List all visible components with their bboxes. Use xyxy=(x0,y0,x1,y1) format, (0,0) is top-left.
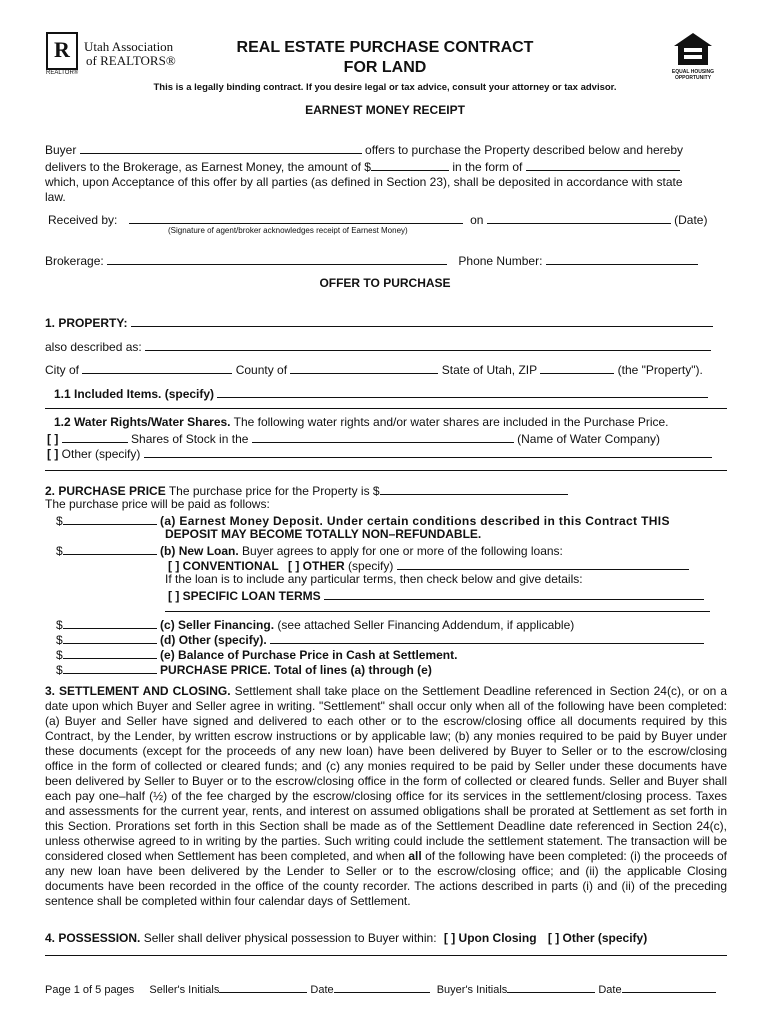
included-items-field[interactable] xyxy=(217,385,708,398)
paid-as-text: The purchase price will be paid as follows: xyxy=(45,497,270,511)
conventional-checkbox[interactable]: [ ] CONVENTIONAL xyxy=(168,559,279,573)
possession-row xyxy=(45,931,647,945)
balance-label: (e) Balance of Purchase Price in Cash at Settlement. xyxy=(160,648,458,662)
property-row xyxy=(45,314,713,330)
buyer-name-field[interactable] xyxy=(80,141,362,154)
included-items-label: 1.1 Included Items. (specify) xyxy=(54,387,215,401)
city-label: City of xyxy=(45,363,80,377)
signature-note: (Signature of agent/broker acknowledges receipt of Earnest Money) xyxy=(168,226,408,235)
county-label: County of xyxy=(235,363,288,377)
specific-terms-checkbox[interactable]: [ ] SPECIFIC LOAN TERMS xyxy=(168,589,321,603)
purchase-price-text: The purchase price for the Property is $ xyxy=(168,484,380,498)
offers-text: offers to purchase the Property described below and hereby xyxy=(365,143,684,157)
new-loan-row xyxy=(56,542,563,558)
other-price-label: (d) Other (specify). xyxy=(160,633,267,647)
seller-date-field[interactable] xyxy=(334,982,430,993)
state-zip-label: State of Utah, ZIP xyxy=(441,363,537,377)
settlement-text2: of the following have been completed: (i) the proceeds of any new loan have been delivered by the Lender to Seller or to the escrow/closing office; and (ii) the applicable Closing documents have been recorded in the office of the county recorder. The actions described in parts (i) and (ii) of the preceding sentence shall be completed within four calendar days of Settlement. xyxy=(45,849,727,908)
earnest-deposit-label: (a) Earnest Money Deposit. Under certain conditions described in this Contract THIS xyxy=(160,514,670,528)
other-water-checkbox[interactable]: [ ] xyxy=(47,447,59,461)
received-row xyxy=(48,211,707,227)
footer xyxy=(45,982,716,996)
other-loan-field[interactable] xyxy=(397,557,689,570)
possession-heading: 4. POSSESSION. xyxy=(45,931,141,945)
new-loan-text: Buyer agrees to apply for one or more of the following loans: xyxy=(242,544,563,558)
specific-terms-field[interactable] xyxy=(324,587,704,600)
seller-financing-label: (c) Seller Financing. xyxy=(160,618,275,632)
logo-realtor-mark: REALTOR® xyxy=(46,70,79,76)
upon-closing-checkbox[interactable]: [ ] Upon Closing xyxy=(443,931,537,945)
sellers-initials-field[interactable] xyxy=(219,982,307,993)
subtitle: This is a legally binding contract. If you desire legal or tax advice, consult your attorney or tax advisor. xyxy=(153,82,617,93)
settlement-text: Settlement shall take place on the Settlement Deadline referenced in Section 24(c), or on a date upon which Buyer and Seller agree in writing. "Settlement" shall occur only when all of the following have been completed: (a) Buyer and Seller have signed and delivered to each other or to the escrow/closing office all documents required by this Contract, by the Lender, by written escrow instructions or by applicable law; (b) any monies required to be paid by Buyer under these documents (except for the proceeds of any new loan) have been delivered by Buyer to Seller or to the escrow/closing office in the form of collected or cleared funds; and (c) any monies required to be paid by Seller under these documents have been delivered by Seller to Buyer or to the escrow/closing office in the form of collected or cleared funds. Seller and Buyer shall each pay one–half (½) of the fee charged by the escrow/closing office for its services in the settlement/closing process. Taxes and assessments for the current year, rents, and interest on assumed obligations shall be prorated at Settlement as set forth in this Section. Prorations set forth in this Section shall be made as of the Settlement Deadline date referenced in Section 24(c), unless otherwise agreed to in writing by the parties. Such writing could include the settlement statement. The transaction will be considered closed when Settlement has been completed, and when xyxy=(45,684,727,863)
page-number: Page 1 of 5 pages xyxy=(45,984,135,996)
seller-financing-row xyxy=(56,616,574,632)
county-field[interactable] xyxy=(290,361,438,374)
other-loan-checkbox[interactable]: [ ] OTHER xyxy=(288,559,345,573)
new-loan-label: (b) New Loan. xyxy=(160,544,239,558)
other-price-row xyxy=(56,631,704,647)
water-rights-row xyxy=(54,415,669,429)
dollar-sign: $ xyxy=(56,544,63,558)
also-described-row xyxy=(45,338,711,354)
included-items-row xyxy=(54,385,708,401)
property-label: 1. PROPERTY: xyxy=(45,316,128,330)
other-water-label: Other (specify) xyxy=(61,447,141,461)
delivers-text: delivers to the Brokerage, as Earnest Money, the amount of $ xyxy=(45,160,371,174)
possession-text: Seller shall deliver physical possession to Buyer within: xyxy=(143,931,437,945)
non-refundable-text: DEPOSIT MAY BECOME TOTALLY NON–REFUNDABLE. xyxy=(165,527,482,541)
settlement-heading: 3. SETTLEMENT AND CLOSING. xyxy=(45,684,231,698)
divider xyxy=(45,470,727,471)
phone-label: Phone Number: xyxy=(458,254,543,268)
purchase-price-heading: 2. PURCHASE PRICE xyxy=(45,484,166,498)
other-price-amount-field[interactable] xyxy=(63,631,157,644)
buyer-date-label: Date xyxy=(598,984,622,996)
total-label: PURCHASE PRICE. Total of lines (a) through (e) xyxy=(160,663,432,677)
property-field[interactable] xyxy=(131,314,713,327)
offer-heading: OFFER TO PURCHASE xyxy=(319,276,451,290)
logo-org-line2: of REALTORS® xyxy=(86,53,176,68)
earnest-heading: EARNEST MONEY RECEIPT xyxy=(305,103,465,117)
earnest-paragraph xyxy=(45,141,727,205)
law-text: law. xyxy=(45,190,66,204)
seller-financing-text: (see attached Seller Financing Addendum, if applicable) xyxy=(277,618,575,632)
divider xyxy=(45,408,727,409)
title-line2: FOR LAND xyxy=(343,59,427,76)
shares-of-stock-label: Shares of Stock in the xyxy=(131,432,249,446)
total-row xyxy=(56,661,432,677)
shares-checkbox[interactable]: [ ] xyxy=(47,432,59,446)
date-label: (Date) xyxy=(674,213,708,227)
city-field[interactable] xyxy=(82,361,232,374)
the-property-label: (the "Property"). xyxy=(617,363,703,377)
loan-type-row xyxy=(168,557,689,573)
earnest-amount-field[interactable] xyxy=(371,158,449,171)
earnest-deposit-amount-field[interactable] xyxy=(63,512,157,525)
title-line1: REAL ESTATE PURCHASE CONTRACT xyxy=(236,39,534,56)
water-company-field[interactable] xyxy=(252,430,514,443)
new-loan-amount-field[interactable] xyxy=(63,542,157,555)
balance-row xyxy=(56,646,457,662)
eho-line1: EQUAL HOUSING xyxy=(671,69,715,75)
dollar-sign: $ xyxy=(56,514,63,528)
settlement-paragraph xyxy=(45,684,727,909)
brokerage-field[interactable] xyxy=(107,252,447,265)
balance-amount-field[interactable] xyxy=(63,646,157,659)
buyers-initials-label: Buyer's Initials xyxy=(436,984,508,996)
logo-org-line1: Utah Association xyxy=(84,39,174,54)
earnest-form-field[interactable] xyxy=(526,158,680,171)
buyer-date-field[interactable] xyxy=(622,982,716,993)
dollar-sign: $ xyxy=(56,633,63,647)
specific-terms-row xyxy=(168,587,704,603)
seller-financing-amount-field[interactable] xyxy=(63,616,157,629)
phone-field[interactable] xyxy=(546,252,698,265)
on-label: on xyxy=(470,213,484,227)
page-title xyxy=(0,38,770,78)
shares-row xyxy=(47,430,660,446)
settlement-all: all xyxy=(408,849,422,863)
dollar-sign: $ xyxy=(56,663,63,677)
if-loan-text: If the loan is to include any particular terms, then check below and give details: xyxy=(165,572,583,586)
brokerage-label: Brokerage: xyxy=(45,254,104,268)
eho-line2: OPPORTUNITY xyxy=(674,75,712,81)
specific-terms-line[interactable] xyxy=(165,611,710,612)
zip-field[interactable] xyxy=(540,361,614,374)
water-rights-text: The following water rights and/or water shares are included in the Purchase Price. xyxy=(233,415,669,429)
water-company-label: (Name of Water Company) xyxy=(517,432,661,446)
other-price-field[interactable] xyxy=(270,631,704,644)
buyers-initials-field[interactable] xyxy=(507,982,595,993)
which-text: which, upon Acceptance of this offer by all parties (as defined in Section 23), shall be deposited in accordance with state xyxy=(45,175,683,189)
purchase-price-field[interactable] xyxy=(380,482,568,495)
brokerage-row xyxy=(45,252,698,268)
water-rights-label: 1.2 Water Rights/Water Shares. xyxy=(54,415,231,429)
received-by-signature-field[interactable] xyxy=(129,211,463,224)
in-form-label: in the form of xyxy=(452,160,523,174)
received-by-label: Received by: xyxy=(48,213,118,227)
other-water-row xyxy=(47,445,712,461)
shares-count-field[interactable] xyxy=(62,430,128,443)
dollar-sign: $ xyxy=(56,618,63,632)
city-row xyxy=(45,361,703,377)
specify-label: (specify) xyxy=(348,559,394,573)
also-described-field[interactable] xyxy=(145,338,711,351)
purchase-price-row xyxy=(45,482,568,498)
possession-line[interactable] xyxy=(45,955,727,956)
total-amount-field[interactable] xyxy=(63,661,157,674)
sellers-initials-label: Seller's Initials xyxy=(149,984,220,996)
received-date-field[interactable] xyxy=(487,211,671,224)
dollar-sign: $ xyxy=(56,648,63,662)
realtor-logo-icon: R xyxy=(46,32,78,70)
also-described-label: also described as: xyxy=(45,340,142,354)
seller-date-label: Date xyxy=(310,984,334,996)
other-possession-checkbox[interactable]: [ ] Other (specify) xyxy=(547,931,648,945)
buyer-label: Buyer xyxy=(45,143,77,157)
other-water-field[interactable] xyxy=(144,445,712,458)
